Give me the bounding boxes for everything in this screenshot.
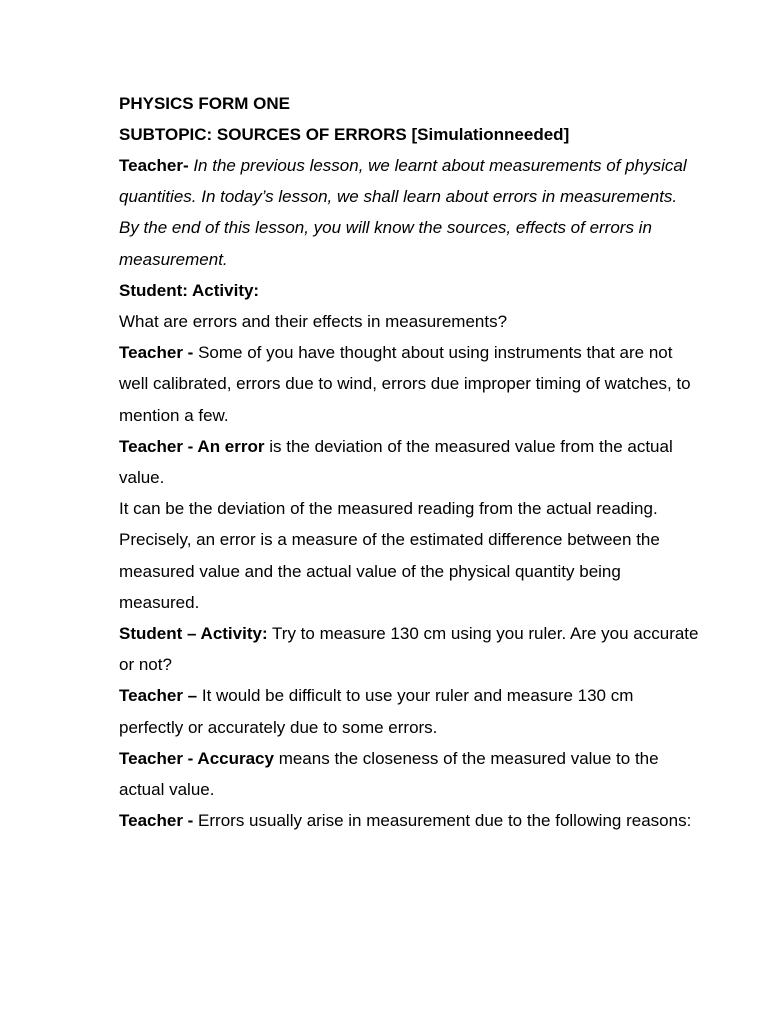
speaker-label: Teacher - <box>119 343 199 363</box>
speaker-label: Teacher - An error <box>119 436 265 456</box>
paragraph-text: Errors usually arise in measurement due to the following reasons: <box>193 811 692 831</box>
paragraph-accuracy-definition <box>119 743 699 805</box>
paragraph-text: Try to measure 130 cm using you ruler. Are you accurate or not? <box>119 624 699 675</box>
paragraph-text: It would be difficult to use your ruler and measure 130 cm perfectly or accurately due to some errors. <box>119 686 634 737</box>
speaker-label: Teacher- <box>119 156 189 175</box>
paragraph-teacher-reasons <box>119 805 699 836</box>
paragraph-text: In the previous lesson, we learnt about measurements of physical quantities. In today’s lesson, we shall learn about errors in measurements. By the end of this lesson, you will know the sources, effects of errors in measurement. <box>119 156 687 269</box>
paragraph-text: means the closeness of the measured value to the actual value. <box>119 748 659 800</box>
speaker-label: Student: Activity: <box>119 280 260 300</box>
paragraph-student-ruler-activity <box>119 618 699 680</box>
paragraph-error-definition <box>119 431 699 493</box>
speaker-label: Teacher - Accuracy <box>119 748 274 768</box>
paragraph-text: is the deviation of the measured value from the actual value. <box>119 436 673 488</box>
paragraph-error-explanation <box>119 493 699 618</box>
document-subtopic: SUBTOPIC: SOURCES OF ERRORS [Simulationneeded] <box>119 125 570 144</box>
paragraph-teacher-ruler <box>119 680 699 742</box>
speaker-label: Teacher - <box>119 811 194 831</box>
speaker-label: Student – Activity: <box>119 624 268 644</box>
paragraph-text: It can be the deviation of the measured reading from the actual reading. Precisely, an error is a measure of the estimated difference between the measured value and the actual value of the physical quantity being measured. <box>119 499 660 612</box>
paragraph-question <box>119 306 699 337</box>
speaker-label: Teacher – <box>119 686 198 706</box>
document-title: PHYSICS FORM ONE <box>119 94 290 113</box>
document-page <box>119 88 699 836</box>
paragraph-text: Some of you have thought about using instruments that are not well calibrated, errors due to wind, errors due improper timing of watches, to mention a few. <box>119 343 691 425</box>
paragraph-student-activity-heading <box>119 275 699 306</box>
paragraph-text: What are errors and their effects in measurements? <box>119 312 508 332</box>
paragraph-teacher-intro <box>119 150 699 275</box>
paragraph-teacher-causes <box>119 337 699 431</box>
